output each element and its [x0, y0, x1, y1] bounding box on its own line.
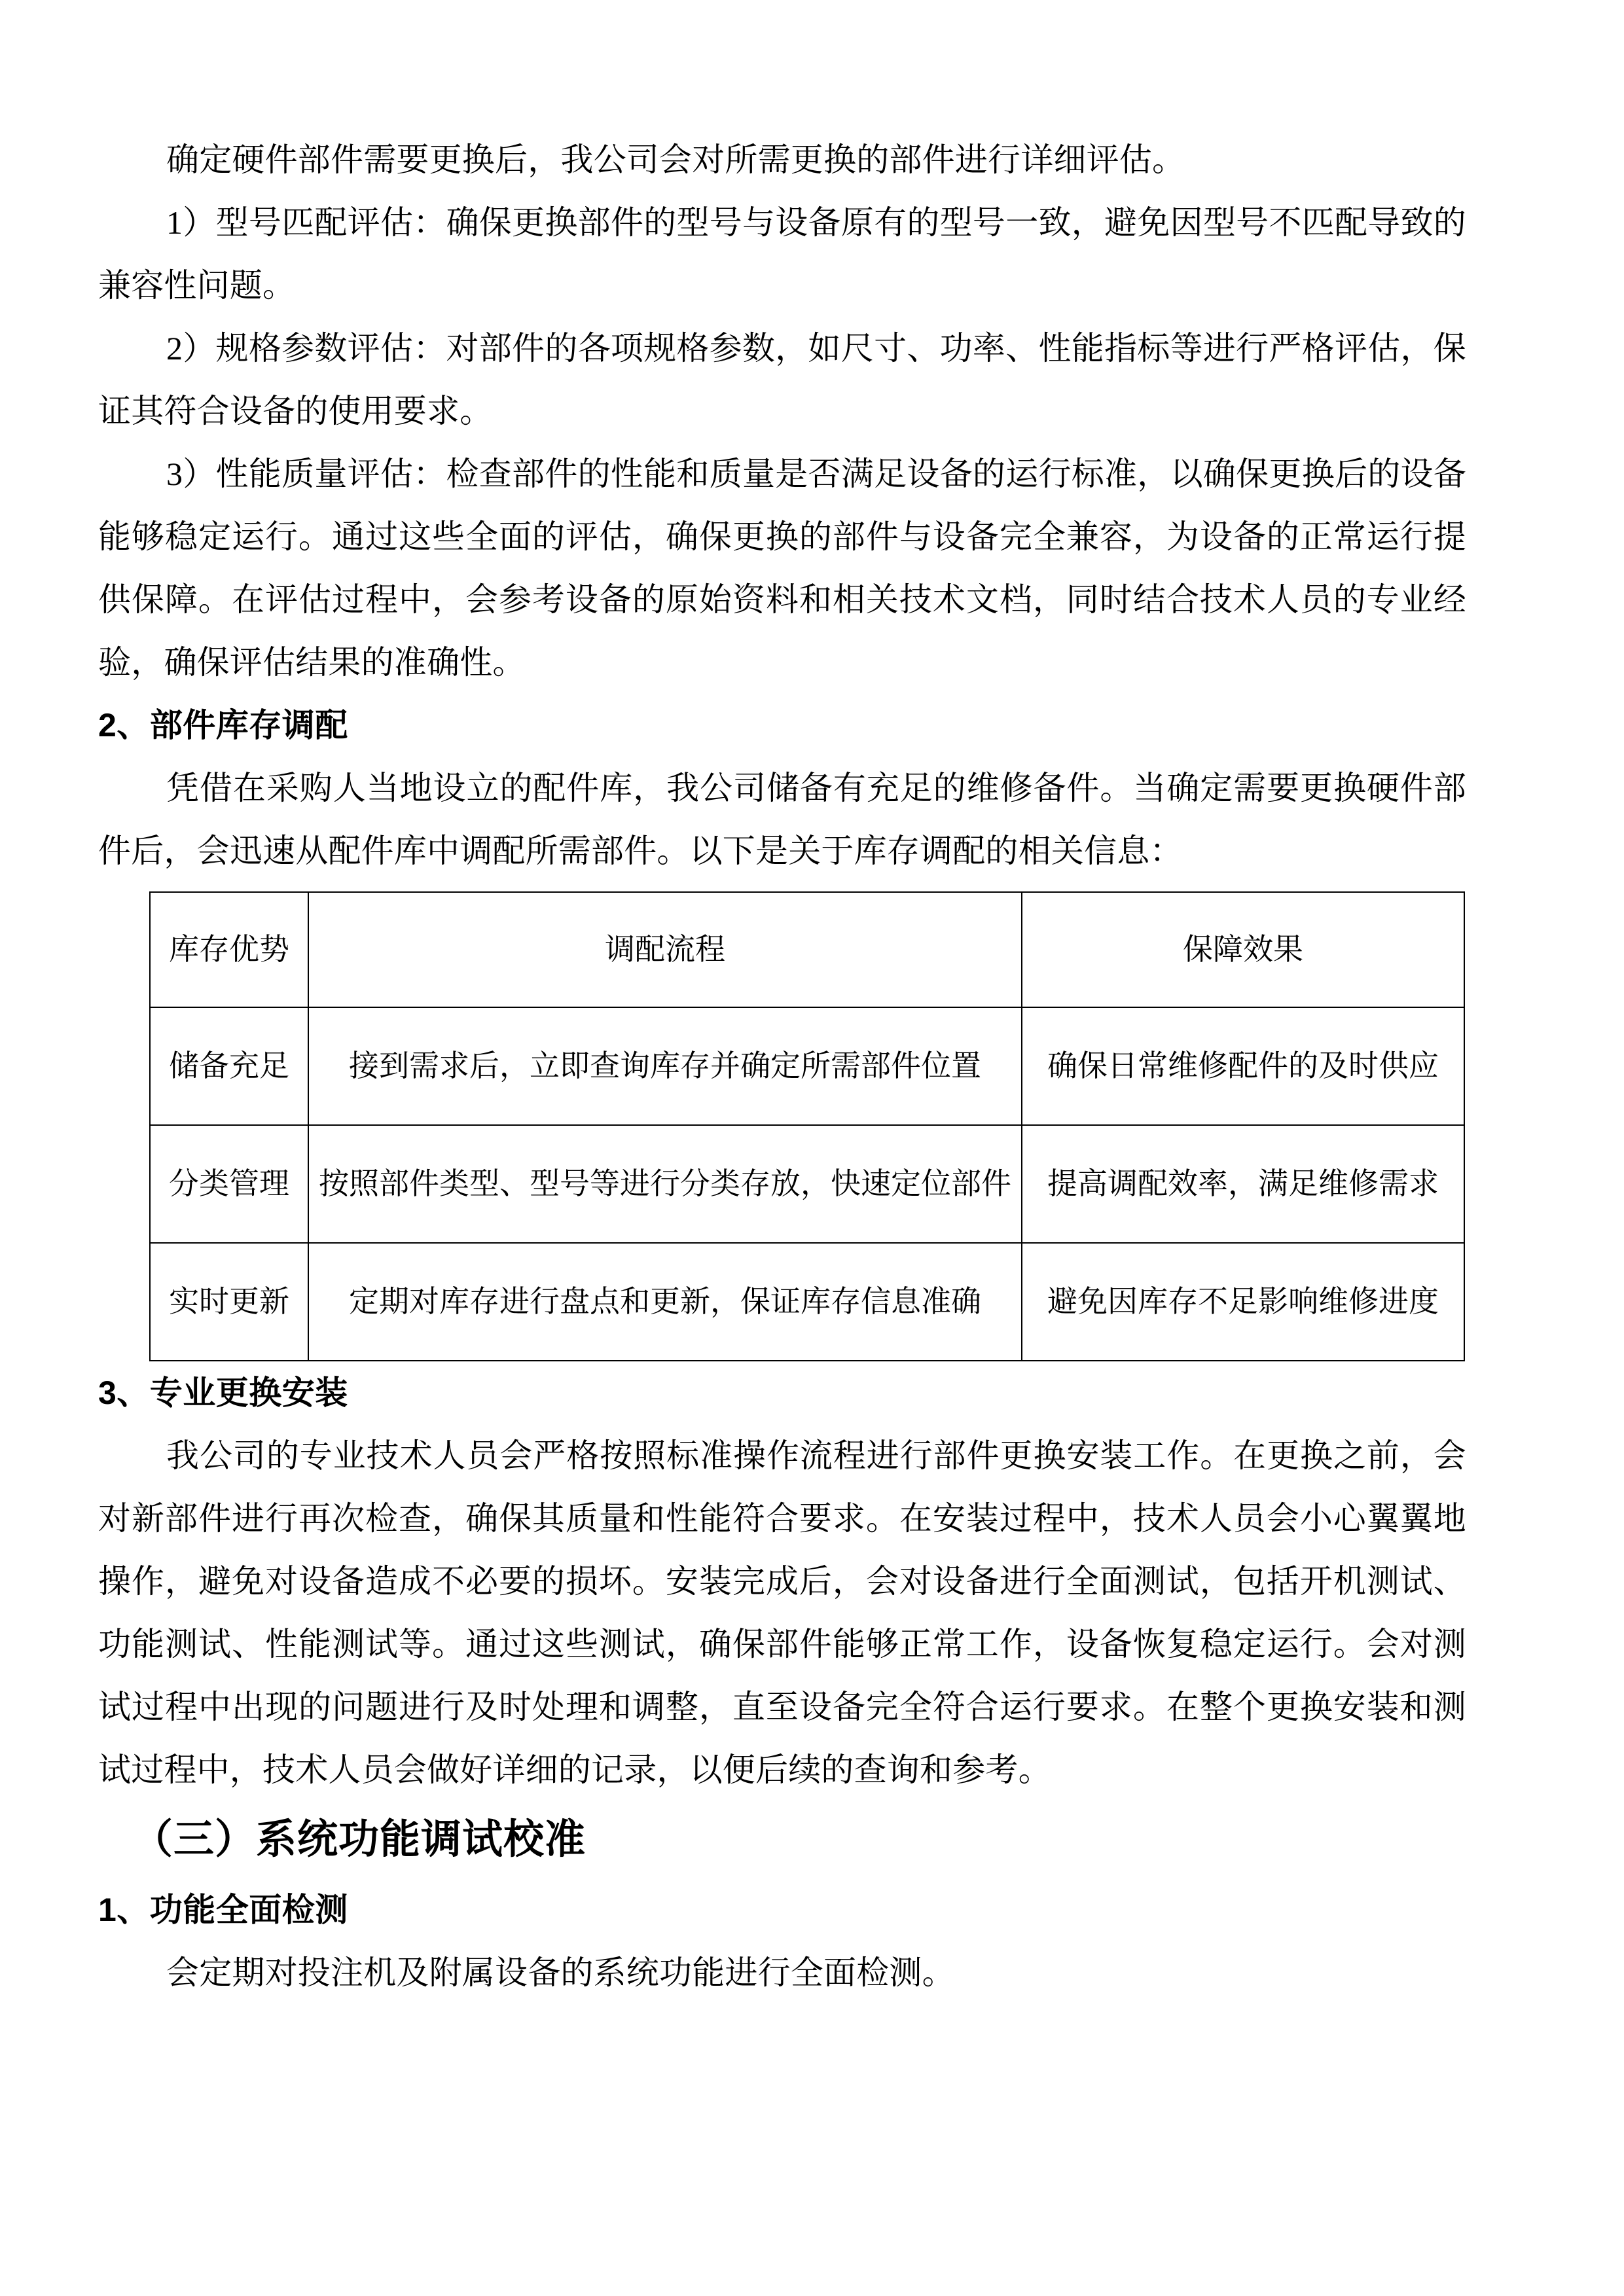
table-row	[150, 1243, 1464, 1361]
table-cell-advantage: 分类管理	[150, 1125, 308, 1243]
table-cell-process: 接到需求后，立即查询库存并确定所需部件位置	[308, 1007, 1022, 1125]
table-header-advantage: 库存优势	[150, 892, 308, 1007]
table-cell-process: 定期对库存进行盘点和更新，保证库存信息准确	[308, 1243, 1022, 1361]
paragraph-inventory-intro: 凭借在采购人当地设立的配件库，我公司储备有充足的维修备件。当确定需要更换硬件部件后，会迅速从配件库中调配所需部件。以下是关于库存调配的相关信息：	[98, 770, 1466, 869]
table-cell-effect: 提高调配效率，满足维修需求	[1022, 1125, 1464, 1243]
paragraph-function-detection: 会定期对投注机及附属设备的系统功能进行全面检测。	[166, 1954, 955, 1991]
table-cell-effect: 避免因库存不足影响维修进度	[1022, 1243, 1464, 1361]
paragraph-spec-parameter-assessment: 2）规格参数评估：对部件的各项规格参数，如尺寸、功率、性能指标等进行严格评估，保证其符合设备的使用要求。	[98, 330, 1466, 429]
table-header-row	[150, 892, 1464, 1007]
inventory-table-wrapper	[149, 891, 1464, 1361]
table-cell-process: 按照部件类型、型号等进行分类存放，快速定位部件	[308, 1125, 1022, 1243]
table-row	[150, 1007, 1464, 1125]
inventory-allocation-table	[149, 891, 1465, 1361]
heading-section-3-1: 1、功能全面检测	[98, 1892, 348, 1928]
table-header-process: 调配流程	[308, 892, 1022, 1007]
paragraph-professional-installation: 我公司的专业技术人员会严格按照标准操作流程进行部件更换安装工作。在更换之前，会对新部件进行再次检查，确保其质量和性能符合要求。在安装过程中，技术人员会小心翼翼地操作，避免对设备造成不必要的损坏。安装完成后，会对设备进行全面测试，包括开机测试、功能测试、性能测试等。通过这些测试，确保部件能够正常工作，设备恢复稳定运行。会对测试过程中出现的问题进行及时处理和调整，直至设备完全符合运行要求。在整个更换安装和测试过程中，技术人员会做好详细的记录，以便后续的查询和参考。	[98, 1437, 1466, 1788]
table-cell-advantage: 储备充足	[150, 1007, 308, 1125]
page-content	[98, 128, 1466, 2004]
table-header-effect: 保障效果	[1022, 892, 1464, 1007]
heading-section-2: 2、部件库存调配	[98, 707, 348, 744]
heading-section-3: 3、专业更换安装	[98, 1374, 348, 1411]
table-row	[150, 1125, 1464, 1243]
table-cell-advantage: 实时更新	[150, 1243, 308, 1361]
table-cell-effect: 确保日常维修配件的及时供应	[1022, 1007, 1464, 1125]
paragraph-performance-quality-assessment: 3）性能质量评估：检查部件的性能和质量是否满足设备的运行标准，以确保更换后的设备能够稳定运行。通过这些全面的评估，确保更换的部件与设备完全兼容，为设备的正常运行提供保障。在评估过程中，会参考设备的原始资料和相关技术文档，同时结合技术人员的专业经验，确保评估结果的准确性。	[98, 456, 1466, 681]
paragraph-intro-assessment: 确定硬件部件需要更换后，我公司会对所需更换的部件进行详细评估。	[166, 141, 1185, 178]
heading-section-three-major: （三）系统功能调试校准	[132, 1817, 586, 1862]
paragraph-model-match-assessment: 1）型号匹配评估：确保更换部件的型号与设备原有的型号一致，避免因型号不匹配导致的兼容性问题。	[98, 204, 1466, 304]
